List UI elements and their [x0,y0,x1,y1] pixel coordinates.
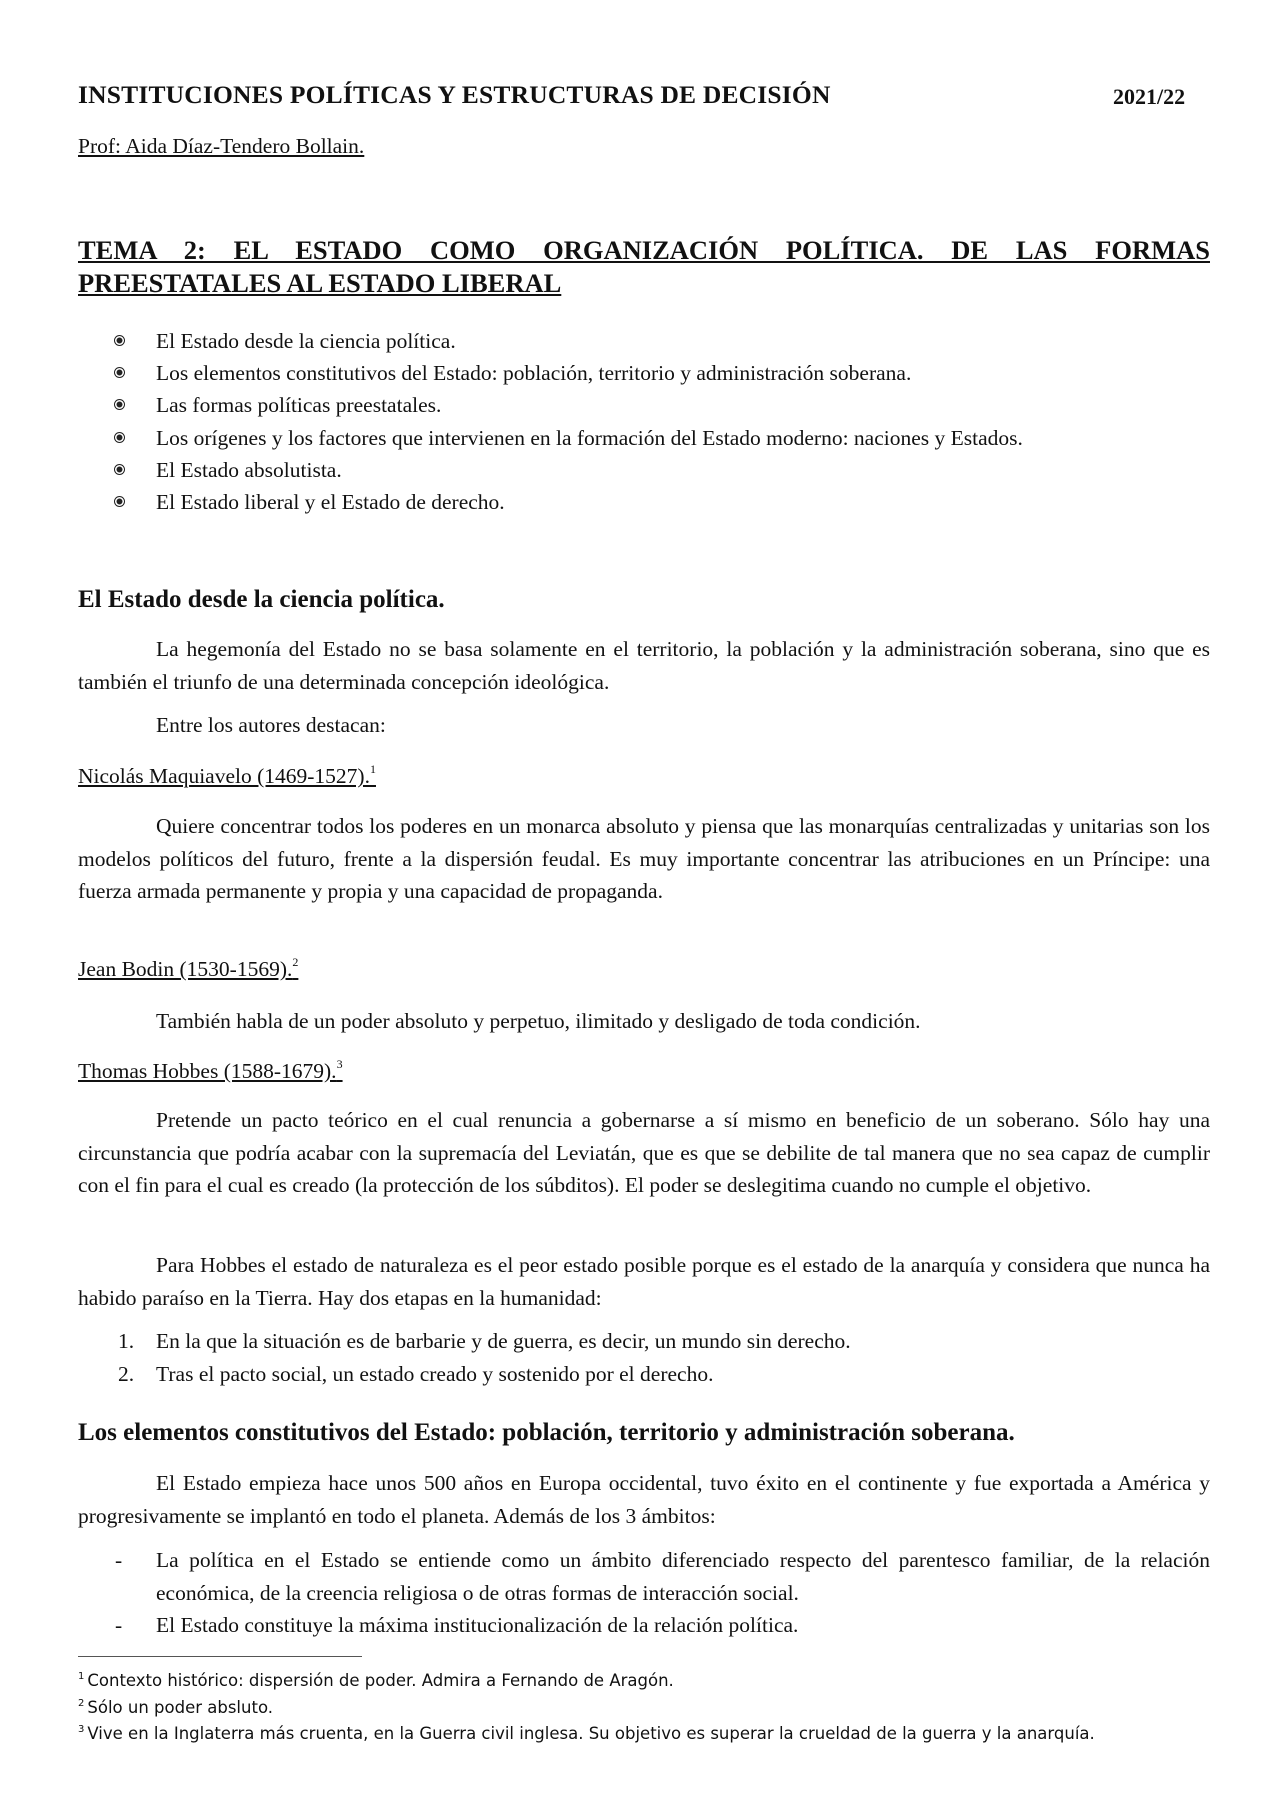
author-hobbes-heading: Thomas Hobbes (1588-1679).$^3$ [78,1057,343,1083]
section-heading-ciencia-politica: El Estado desde la ciencia política. [78,586,445,613]
bullet-icon [115,400,124,409]
list-item: El Estado liberal y el Estado de derecho. [78,488,1210,520]
list-item: 1. En la que la situación es de barbarie y de guerra, es decir, un mundo sin derecho. [118,1329,851,1353]
author-bodin-heading: Jean Bodin (1530-1569).$^2$ [78,955,299,981]
footnote-divider [78,1656,362,1657]
footnote: $^3$ Vive en la Inglaterra más cruenta, en la Guerra civil inglesa. Su objetivo es superar la crueldad de la guerra y la anarquía. [78,1724,1095,1743]
list-item: - La política en el Estado se entiende como un ámbito diferenciado respecto del parentesco familiar, de la relación económica, de la creencia religiosa o de otras formas de interacción social. [115,1548,1210,1605]
course-title: INSTITUCIONES POLÍTICAS Y ESTRUCTURAS DE DECISIÓN [78,80,831,109]
topic-list [78,327,1210,520]
list-item: - El Estado constituye la máxima institucionalización de la relación política. [115,1613,799,1637]
professor-name: Prof: Aida Díaz-Tendero Bollain. [78,134,365,158]
academic-year: 2021/22 [1113,84,1186,109]
tema-title: TEMA 2: EL ESTADO COMO ORGANIZACIÓN POLÍTICA. DE LAS FORMAS PREESTATALES AL ESTADO LIBERAL [78,235,1210,298]
bullet-icon [115,433,124,442]
hobbes-paragraph-1: Pretende un pacto teórico en el cual renuncia a gobernarse a sí mismo en beneficio de un soberano. Sólo hay una circunstancia que podría acabar con la supremacía del Leviatán, que es que se debilite de tal manera que no sea capaz de cumplir con el fin para el cual es creado (la protección de los súbditos). El poder se deslegitima cuando no cumple el objetivo. [78,1108,1210,1197]
maquiavelo-paragraph: Quiere concentrar todos los poderes en un monarca absoluto y piensa que las monarquías centralizadas y unitarias son los modelos políticos del futuro, frente a la dispersión feudal. Es muy importante concentrar las atribuciones en un Príncipe: una fuerza armada permanente y propia y una capacidad de propaganda. [78,814,1210,903]
list-item: El Estado desde la ciencia política. [78,327,1210,359]
list-item: Los elementos constitutivos del Estado: población, territorio y administración soberana. [78,359,1210,391]
section2-intro-paragraph: El Estado empieza hace unos 500 años en Europa occidental, tuvo éxito en el continente y fue exportada a América y progresivamente se implantó en todo el planeta. Además de los 3 ámbitos: [78,1471,1210,1528]
hobbes-stages-list [78,1325,1210,1390]
bodin-paragraph: También habla de un poder absoluto y perpetuo, ilimitado y desligado de toda condición. [156,1009,921,1033]
footnotes [78,1664,1210,1744]
bullet-icon [115,497,124,506]
authors-intro: Entre los autores destacan: [156,713,386,737]
document-page [78,0,1210,1811]
section2-points-list [78,1544,1210,1642]
section-heading-elementos: Los elementos constitutivos del Estado: población, territorio y administración soberana. [78,1419,1015,1446]
bullet-icon [115,368,124,377]
bullet-icon [115,465,124,474]
list-item: Las formas políticas preestatales. [78,391,1210,423]
page-header [78,80,1210,114]
list-item: Los orígenes y los factores que intervienen en la formación del Estado moderno: naciones y Estados. [78,424,1210,456]
footnote-ref[interactable]: 1 [369,762,376,776]
footnote-ref[interactable]: 2 [292,955,299,969]
list-item: 2. Tras el pacto social, un estado creado y sostenido por el derecho. [118,1361,714,1386]
footnote: $^2$ Sólo un poder absluto. [78,1697,273,1717]
bullet-icon [115,336,124,345]
author-maquiavelo-heading: Nicolás Maquiavelo (1469-1527).$^1$ [78,762,376,788]
section1-intro-paragraph: La hegemonía del Estado no se basa solamente en el territorio, la población y la administración soberana, sino que es también el triunfo de una determinada concepción ideológica. [78,637,1210,694]
footnote: $^1$ Contexto histórico: dispersión de poder. Admira a Fernando de Aragón. [78,1671,674,1690]
footnote-ref[interactable]: 3 [336,1057,343,1071]
list-item: El Estado absolutista. [78,456,1210,488]
hobbes-paragraph-2: Para Hobbes el estado de naturaleza es el peor estado posible porque es el estado de la anarquía y considera que nunca ha habido paraíso en la Tierra. Hay dos etapas en la humanidad: [78,1253,1210,1310]
